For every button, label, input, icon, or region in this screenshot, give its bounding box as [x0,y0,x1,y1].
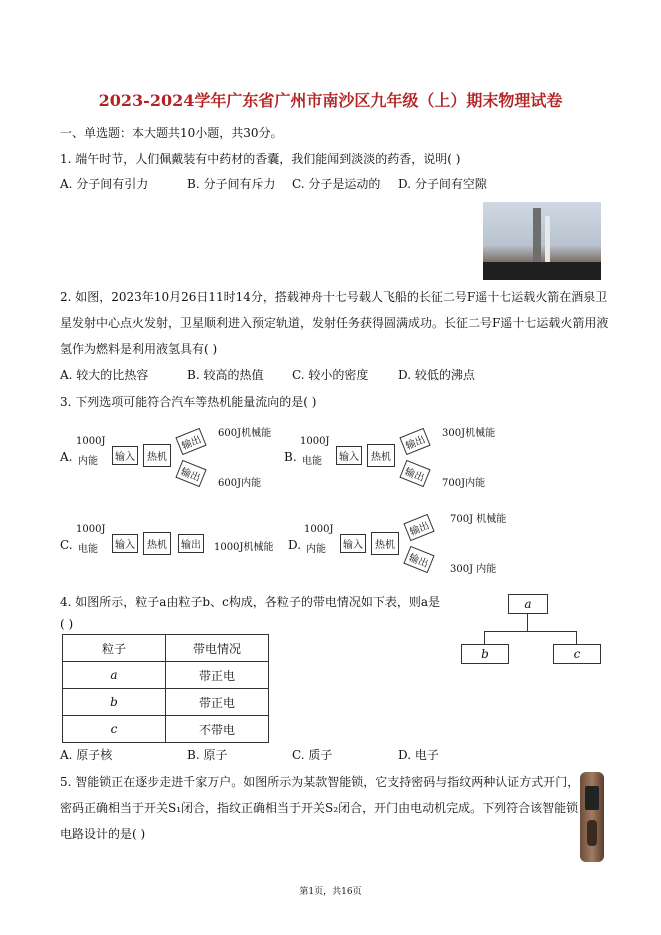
charge-table [62,634,269,743]
q2-option-d: D. 较低的沸点 [398,368,475,382]
rocket-launch-photo [483,202,601,280]
q3-b-out1: 300J机械能 [442,428,496,439]
q3-stem: 3. 下列选项可能符合汽车等热机能量流向的是( ) [60,395,317,409]
table-cell: b [63,689,166,716]
q3-b-out2: 700J内能 [442,478,486,489]
q3-c-output-box: 输出 [178,534,204,553]
table-cell: c [63,716,166,743]
tree-node-a: a [508,594,548,614]
table-cell: 不带电 [166,716,269,743]
table-row [63,716,269,743]
q5-line1: 5. 智能锁正在逐步走进千家万户。如图所示为某款智能锁，它支持密码与指纹两种认证方式开门， [60,775,580,789]
q3-a-engine-box: 热机 [143,444,171,467]
table-row [63,635,269,662]
q3-c-input-box: 输入 [112,534,138,553]
q3-d-letter: D. [288,538,302,552]
q3-b-letter: B. [284,450,297,464]
q3-c-out1: 1000J机械能 [214,542,274,553]
q4-option-d: D. 电子 [398,748,439,762]
q3-a-output-box-2: 输出 [175,460,206,487]
q2-option-c: C. 较小的密度 [292,368,369,382]
q2-line2: 星发射中心点火发射，卫星顺利进入预定轨道，发射任务获得圆满成功。长征二号F遥十七运载火箭用液 [60,316,609,330]
paper-title: 2023-2024学年广东省广州市南沙区九年级（上）期末物理试卷 [98,91,563,110]
q3-c-letter: C. [60,538,73,552]
q3-d-input-kind: 内能 [306,544,326,555]
q1-option-a: A. 分子间有引力 [60,177,149,191]
q3-b-input: 1000J [300,436,330,447]
lock-handle [587,820,597,846]
tree-node-b: b [461,644,509,664]
table-row [63,689,269,716]
q3-a-input-box: 输入 [112,446,138,465]
q3-a-output-box-1: 输出 [175,428,206,455]
page-footer: 第1页，共16页 [299,887,362,897]
table-cell: 带正电 [166,689,269,716]
q4-line1: 4. 如图所示，粒子a由粒子b、c构成，各粒子的带电情况如下表，则a是 [60,595,440,609]
tree-connector [484,631,485,644]
tree-node-c: c [553,644,601,664]
q3-d-out2: 300J 内能 [450,564,497,575]
q1-option-b: B. 分子间有斥力 [187,177,276,191]
tree-connector [484,631,576,632]
q3-d-out1: 700J 机械能 [450,514,507,525]
smart-lock-image [580,772,604,862]
q3-d-output-box-2: 输出 [403,546,434,573]
q3-a-input-kind: 内能 [78,456,98,467]
q4-option-b: B. 原子 [187,748,228,762]
q3-d-output-box-1: 输出 [403,514,434,541]
q3-b-engine-box: 热机 [367,444,395,467]
table-cell: 带正电 [166,662,269,689]
lock-keypad [585,786,599,810]
table-cell: a [63,662,166,689]
q3-a-out1: 600J机械能 [218,428,272,439]
q3-b-input-box: 输入 [336,446,362,465]
q3-b-output-box-2: 输出 [399,460,430,487]
q4-line2: ( ) [60,617,74,631]
q3-d-input-box: 输入 [340,534,366,553]
q3-d-engine-box: 热机 [371,532,399,555]
q2-option-b: B. 较高的热值 [187,368,264,382]
q3-a-letter: A. [60,450,73,464]
tree-connector [576,631,577,644]
q2-line3: 氢作为燃料是利用液氢具有( ) [60,342,218,356]
q3-c-input: 1000J [76,524,106,535]
q2-option-a: A. 较大的比热容 [60,368,149,382]
q3-c-engine-box: 热机 [143,532,171,555]
table-cell: 带电情况 [166,635,269,662]
table-cell: 粒子 [63,635,166,662]
q1-option-d: D. 分子间有空隙 [398,177,487,191]
q5-line2: 密码正确相当于开关S₁闭合，指纹正确相当于开关S₂闭合，开门由电动机完成。下列符合该智能锁 [60,801,579,815]
q5-line3: 电路设计的是( ) [60,827,146,841]
q3-c-input-kind: 电能 [78,544,98,555]
section-heading: 一、单选题：本大题共10小题，共30分。 [60,126,283,140]
q2-line1: 2. 如图，2023年10月26日11时14分，搭载神舟十七号载人飞船的长征二号F遥十七运载火箭在酒泉卫 [60,290,608,304]
q3-d-input: 1000J [304,524,334,535]
q3-a-out2: 600J内能 [218,478,262,489]
q1-stem: 1. 端午时节，人们佩戴装有中药材的香囊，我们能闻到淡淡的药香，说明( ) [60,152,461,166]
q3-b-input-kind: 电能 [302,456,322,467]
q3-a-input: 1000J [76,436,106,447]
q4-option-a: A. 原子核 [60,748,113,762]
tree-connector [527,613,528,631]
q1-option-c: C. 分子是运动的 [292,177,381,191]
table-row [63,662,269,689]
q3-b-output-box-1: 输出 [399,428,430,455]
q4-option-c: C. 质子 [292,748,333,762]
